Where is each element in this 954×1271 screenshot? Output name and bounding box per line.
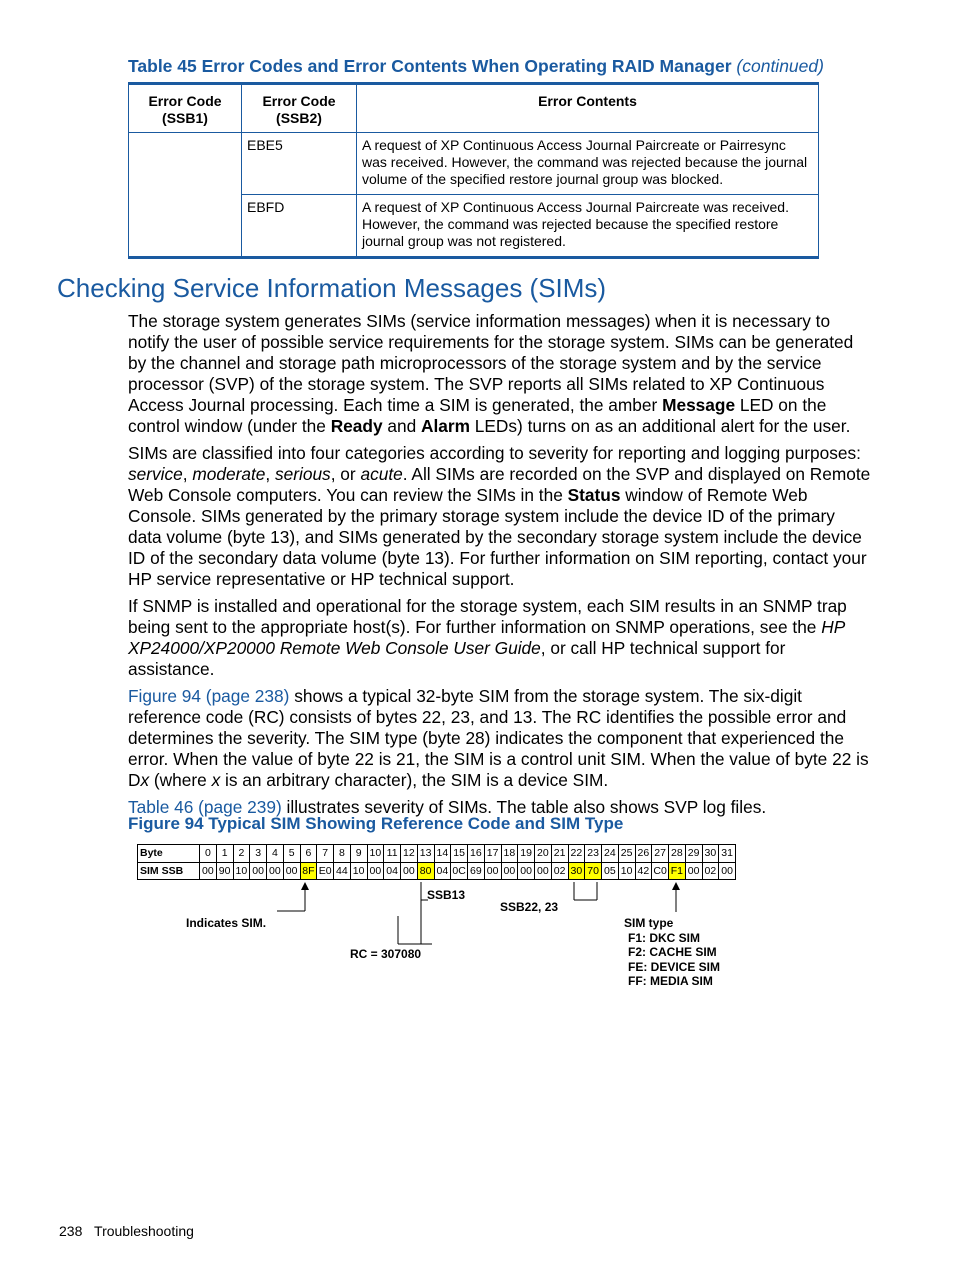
byte-value-cell: 00 bbox=[535, 862, 552, 880]
byte-value-cell: F1 bbox=[669, 862, 686, 880]
paragraph-2 bbox=[128, 443, 873, 590]
byte-index-cell: 26 bbox=[635, 845, 652, 863]
header-contents: Error Contents bbox=[357, 84, 819, 133]
text: If SNMP is installed and operational for the storage system, each SIM results in an SNMP trap being sent to the appropriate host(s). For further information on SNMP operations, see the bbox=[128, 596, 847, 637]
text: and bbox=[382, 416, 421, 436]
sim-type-arrowhead bbox=[672, 882, 680, 890]
byte-value-cell: 00 bbox=[518, 862, 535, 880]
byte-index-cell: 21 bbox=[551, 845, 568, 863]
ssb13-label: SSB13 bbox=[427, 888, 466, 902]
sim-type-ff: FF: MEDIA SIM bbox=[628, 974, 713, 988]
byte-value-cell: 00 bbox=[719, 862, 736, 880]
byte-index-cell: 27 bbox=[652, 845, 669, 863]
table-caption-continued: (continued) bbox=[736, 56, 824, 76]
byte-index-cell: 2 bbox=[233, 845, 250, 863]
byte-value-cell: 00 bbox=[501, 862, 518, 880]
text: window of Remote Web Console. SIMs generated by the primary storage system include the device ID of the primary data volume (byte 13), and SIMs generated by the secondary storage system include the device ID of the secondary data volume (byte 13). For further information on SIM reporting, contact your HP service representative or HP technical support. bbox=[128, 485, 867, 589]
error-codes-table bbox=[128, 82, 819, 259]
section-title: Checking Service Information Messages (SIMs) bbox=[57, 273, 607, 303]
section-body bbox=[128, 311, 873, 824]
contents-cell: A request of XP Continuous Access Journal Paircreate or Pairresync was received. However, the command was rejected because the journal volume of the specified restore journal group was blocked. bbox=[357, 133, 819, 195]
category-serious: serious bbox=[274, 464, 331, 484]
byte-index-cell: 13 bbox=[417, 845, 434, 863]
byte-value-cell: 8F bbox=[300, 862, 317, 880]
sim-type-f1: F1: DKC SIM bbox=[628, 930, 700, 945]
ssb22-23-label: SSB22, 23 bbox=[500, 900, 559, 914]
sim-type-fe: FE: DEVICE SIM bbox=[628, 959, 721, 974]
page-number: 238 bbox=[59, 1223, 83, 1239]
byte-value-cell: 10 bbox=[618, 862, 635, 880]
byte-value-cell: 10 bbox=[350, 862, 367, 880]
byte-value-cell: E0 bbox=[317, 862, 334, 880]
sim-type-legend bbox=[624, 916, 720, 989]
byte-value-cell: 00 bbox=[283, 862, 300, 880]
byte-value-cell: 02 bbox=[551, 862, 568, 880]
byte-value-cell: 04 bbox=[384, 862, 401, 880]
text: LEDs) turns on as an additional alert for the user. bbox=[469, 416, 851, 436]
table-caption bbox=[128, 56, 824, 77]
table-header-row bbox=[129, 84, 819, 133]
sim-type-f2: F2: CACHE SIM bbox=[628, 945, 717, 959]
table-46-link[interactable]: Table 46 (page 239) bbox=[128, 797, 282, 817]
byte-index-cell: 23 bbox=[585, 845, 602, 863]
byte-index-cell: 25 bbox=[618, 845, 635, 863]
paragraph-4 bbox=[128, 686, 873, 791]
contents-cell: A request of XP Continuous Access Journal Paircreate was received. However, the command was rejected because the specified restore journal group was not registered. bbox=[357, 195, 819, 258]
byte-value-cell: 00 bbox=[484, 862, 501, 880]
text: The storage system generates SIMs (service information messages) when it is necessary to notify the user of possible service requirements for the storage system. SIMs can be generated by the channel and storage path microprocessors of the storage system and by the service processor (SVP) of the storage system. The SVP reports all SIMs related to XP Continuous Access Journal processing. Each time a SIM is generated, the amber bbox=[128, 311, 854, 415]
byte-value-cell: 05 bbox=[602, 862, 619, 880]
text: x bbox=[211, 770, 221, 790]
text: . All SIMs are recorded on the SVP and displayed on Remote Web Console computers. You can review the SIMs in the bbox=[128, 464, 871, 505]
byte-index-cell: 30 bbox=[702, 845, 719, 863]
indicates-sim-arrowhead bbox=[301, 882, 309, 890]
byte-index-cell: 16 bbox=[468, 845, 485, 863]
text: , or call HP technical support for assistance. bbox=[128, 638, 786, 679]
byte-value-cell: 00 bbox=[250, 862, 267, 880]
byte-index-cell: 5 bbox=[283, 845, 300, 863]
byte-index-cell: 18 bbox=[501, 845, 518, 863]
status-term: Status bbox=[567, 485, 621, 505]
byte-index-cell: 10 bbox=[367, 845, 384, 863]
ssb1-cell bbox=[129, 133, 242, 258]
category-moderate: moderate bbox=[192, 464, 266, 484]
byte-value-cell: 00 bbox=[367, 862, 384, 880]
byte-index-cell: 14 bbox=[434, 845, 451, 863]
rc-label: RC = 307080 bbox=[350, 947, 422, 961]
paragraph-3 bbox=[128, 596, 873, 680]
byte-value-cell: 04 bbox=[434, 862, 451, 880]
byte-value-cell: 69 bbox=[468, 862, 485, 880]
byte-value-cell: 00 bbox=[267, 862, 284, 880]
text: is an arbitrary character), the SIM is a device SIM. bbox=[220, 770, 609, 790]
byte-index-cell: 12 bbox=[401, 845, 418, 863]
byte-index-cell: 4 bbox=[267, 845, 284, 863]
byte-value-cell: 0C bbox=[451, 862, 468, 880]
text: (where bbox=[149, 770, 212, 790]
byte-index-cell: 7 bbox=[317, 845, 334, 863]
table-caption-text: Table 45 Error Codes and Error Contents When Operating RAID Manager bbox=[128, 56, 732, 76]
text: x bbox=[140, 770, 150, 790]
ssb2-cell: EBFD bbox=[242, 195, 357, 258]
text: , bbox=[182, 464, 193, 484]
byte-index-cell: 19 bbox=[518, 845, 535, 863]
text: illustrates severity of SIMs. The table also shows SVP log files. bbox=[281, 797, 767, 817]
table-row bbox=[129, 133, 819, 195]
ssb2-cell: EBE5 bbox=[242, 133, 357, 195]
byte-index-cell: 11 bbox=[384, 845, 401, 863]
byte-value-cell: C0 bbox=[652, 862, 669, 880]
category-acute: acute bbox=[360, 464, 403, 484]
byte-index-cell: 15 bbox=[451, 845, 468, 863]
ssb-row-label: SIM SSB bbox=[138, 862, 200, 880]
byte-index-cell: 20 bbox=[535, 845, 552, 863]
alarm-term: Alarm bbox=[421, 416, 470, 436]
footer-section: Troubleshooting bbox=[94, 1223, 194, 1239]
message-led-term: Message bbox=[662, 395, 736, 415]
indicates-sim-label: Indicates SIM. bbox=[186, 916, 267, 930]
text: , bbox=[265, 464, 275, 484]
byte-index-cell: 9 bbox=[350, 845, 367, 863]
page-footer bbox=[59, 1223, 194, 1239]
header-ssb1: Error Code (SSB1) bbox=[129, 84, 242, 133]
byte-index-cell: 17 bbox=[484, 845, 501, 863]
guide-title: HP XP24000/XP20000 Remote Web Console User Guide bbox=[128, 617, 845, 658]
text: SIMs are classified into four categories according to severity for reporting and logging purposes: bbox=[128, 443, 861, 463]
byte-index-cell: 28 bbox=[669, 845, 686, 863]
byte-value-cell: 44 bbox=[334, 862, 351, 880]
byte-value-cell: 02 bbox=[702, 862, 719, 880]
byte-index-cell: 3 bbox=[250, 845, 267, 863]
byte-index-cell: 31 bbox=[719, 845, 736, 863]
figure-caption: Figure 94 Typical SIM Showing Reference Code and SIM Type bbox=[128, 814, 624, 833]
text: LED on the control window (under the bbox=[128, 395, 827, 436]
header-ssb2: Error Code (SSB2) bbox=[242, 84, 357, 133]
byte-index-cell: 29 bbox=[685, 845, 702, 863]
figure-94-link[interactable]: Figure 94 (page 238) bbox=[128, 686, 290, 706]
byte-index-cell: 1 bbox=[216, 845, 233, 863]
ready-term: Ready bbox=[330, 416, 383, 436]
byte-value-cell: 10 bbox=[233, 862, 250, 880]
byte-index-cell: 0 bbox=[200, 845, 217, 863]
category-service: service bbox=[128, 464, 183, 484]
paragraph-1 bbox=[128, 311, 873, 437]
byte-value-cell: 00 bbox=[401, 862, 418, 880]
byte-value-cell: 70 bbox=[585, 862, 602, 880]
text: , or bbox=[330, 464, 361, 484]
byte-index-cell: 24 bbox=[602, 845, 619, 863]
sim-byte-row bbox=[138, 845, 736, 863]
byte-value-cell: 42 bbox=[635, 862, 652, 880]
byte-value-cell: 90 bbox=[216, 862, 233, 880]
sim-value-row bbox=[138, 862, 736, 880]
byte-row-label: Byte bbox=[138, 845, 200, 863]
byte-value-cell: 00 bbox=[200, 862, 217, 880]
byte-index-cell: 8 bbox=[334, 845, 351, 863]
sim-type-title: SIM type bbox=[624, 916, 674, 930]
byte-value-cell: 00 bbox=[685, 862, 702, 880]
byte-index-cell: 6 bbox=[300, 845, 317, 863]
text: shows a typical 32-byte SIM from the storage system. The six-digit reference code (RC) consists of bytes 22, 23, and 13. The RC identifies the possible error and determines the severity. The SIM type (byte 28) indicates the component that experienced the error. When the value of byte 22 is 21, the SIM is a control unit SIM. When the value of byte 22 is D bbox=[128, 686, 869, 790]
byte-value-cell: 80 bbox=[417, 862, 434, 880]
byte-index-cell: 22 bbox=[568, 845, 585, 863]
byte-value-cell: 30 bbox=[568, 862, 585, 880]
sim-byte-table bbox=[137, 844, 736, 880]
